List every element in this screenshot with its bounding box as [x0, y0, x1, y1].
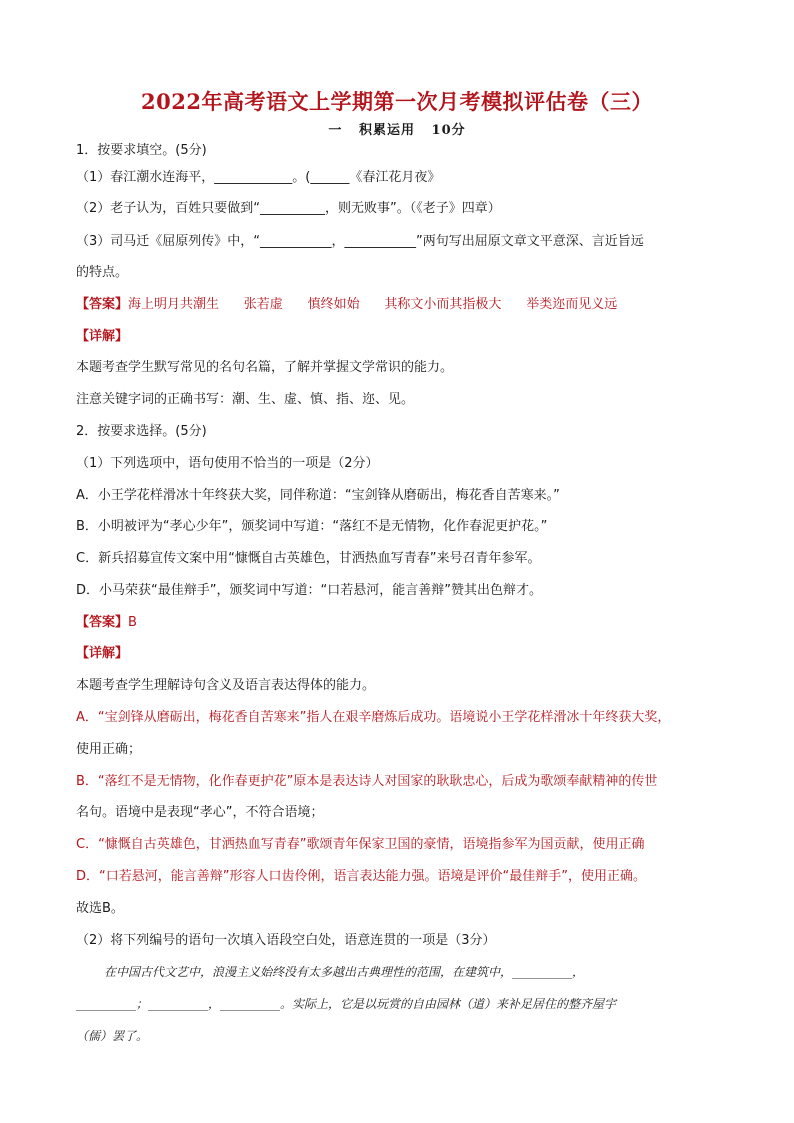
question-2-item-1: （1）下列选项中，语句使用不恰当的一项是（2分） [76, 456, 379, 471]
detail-label: 【详解】 [76, 329, 129, 344]
answer-label: 【答案】 [76, 615, 129, 630]
option-c: C．新兵招募宣传文案中用“慷慨自古英雄色，甘洒热血写青春”来号召青年参军。 [76, 551, 541, 566]
question-1-item-3-cont: 的特点。 [76, 265, 129, 280]
question-1-answer [76, 296, 726, 314]
answer-text: B [128, 615, 137, 630]
question-2-heading: 2．按要求选择。(5分) [76, 424, 207, 439]
question-2-detail-intro: 本题考查学生理解诗句含义及语言表达得体的能力。 [76, 678, 376, 693]
detail-option-b-cont: 名句。语境中是表现“孝心”，不符合语境； [76, 805, 324, 820]
detail-option-a: A．“宝剑锋从磨砺出，梅花香自苦寒来”指人在艰辛磨炼后成功。语境说小王学花样滑冰十年终获大奖， [76, 710, 671, 725]
question-1-item-2: （2）老子认为，百姓只要做到“__________，则无败事”。（《老子》四章） [76, 201, 501, 216]
question-2-detail-label [76, 645, 726, 663]
question-1-item-1: （1）春江潮水连海平，____________。(______《春江花月夜》 [76, 170, 441, 185]
question-2-item-2: （2）将下列编号的语句一次填入语段空白处，语意连贯的一项是（3分） [76, 933, 496, 948]
question-2-answer [76, 614, 726, 632]
option-b: B．小明被评为“孝心少年”，颁奖词中写道：“落红不是无情物，化作春泥更护花。” [76, 519, 548, 534]
passage-line-1: 在中国古代文艺中，浪漫主义始终没有太多越出古典理性的范围，在建筑中，__________， [104, 965, 585, 979]
section-heading: 一 积累运用 10分 [328, 123, 466, 138]
answer-label: 【答案】 [76, 297, 129, 312]
question-1-item-3: （3）司马迁《屈原列传》中，“___________，___________”两句写出屈原文章文平意深、言近旨远 [76, 234, 644, 249]
detail-option-c: C．“慷慨自古英雄色，甘洒热血写青春”歌颂青年保家卫国的豪情，语境指参军为国贡献，使用正确 [76, 837, 645, 852]
page-title: 2022年高考语文上学期第一次月考模拟评估卷（三） [141, 89, 653, 114]
option-a: A．小王学花样滑冰十年终获大奖，同伴称道：“宝剑锋从磨砺出，梅花香自苦寒来。” [76, 488, 560, 503]
question-1-heading: 1．按要求填空。(5分) [76, 143, 207, 158]
passage-line-3: （儒）罢了。 [76, 1029, 149, 1043]
detail-label: 【详解】 [76, 646, 129, 661]
detail-option-b: B．“落红不是无情物，化作春更护花”原本是表达诗人对国家的耿耿忠心，后成为歌颂奉献精神的传世 [76, 774, 658, 789]
option-d: D．小马荣获“最佳辩手”，颁奖词中写道：“口若悬河，能言善辩”赞其出色辩才。 [76, 583, 542, 598]
detail-option-d: D．“口若悬河，能言善辩”形容人口齿伶俐，语言表达能力强。语境是评价“最佳辩手”，使用正确。 [76, 869, 646, 884]
question-1-detail-2: 注意关键字词的正确书写：潮、生、虚、慎、指、迩、见。 [76, 392, 415, 407]
passage-line-2: __________；__________，__________。实际上，它是以玩赏的自由园林（道）来补足居住的整齐屋宇 [76, 997, 617, 1011]
detail-conclusion: 故选B。 [76, 901, 124, 916]
detail-option-a-cont: 使用正确； [76, 742, 142, 757]
question-1-detail-1: 本题考查学生默写常见的名句名篇，了解并掌握文学常识的能力。 [76, 360, 454, 375]
question-1-detail-label [76, 328, 726, 346]
answer-text: 海上明月共潮生 张若虚 慎终如始 其称文小而其指极大 举类迩而见义远 [128, 297, 618, 312]
